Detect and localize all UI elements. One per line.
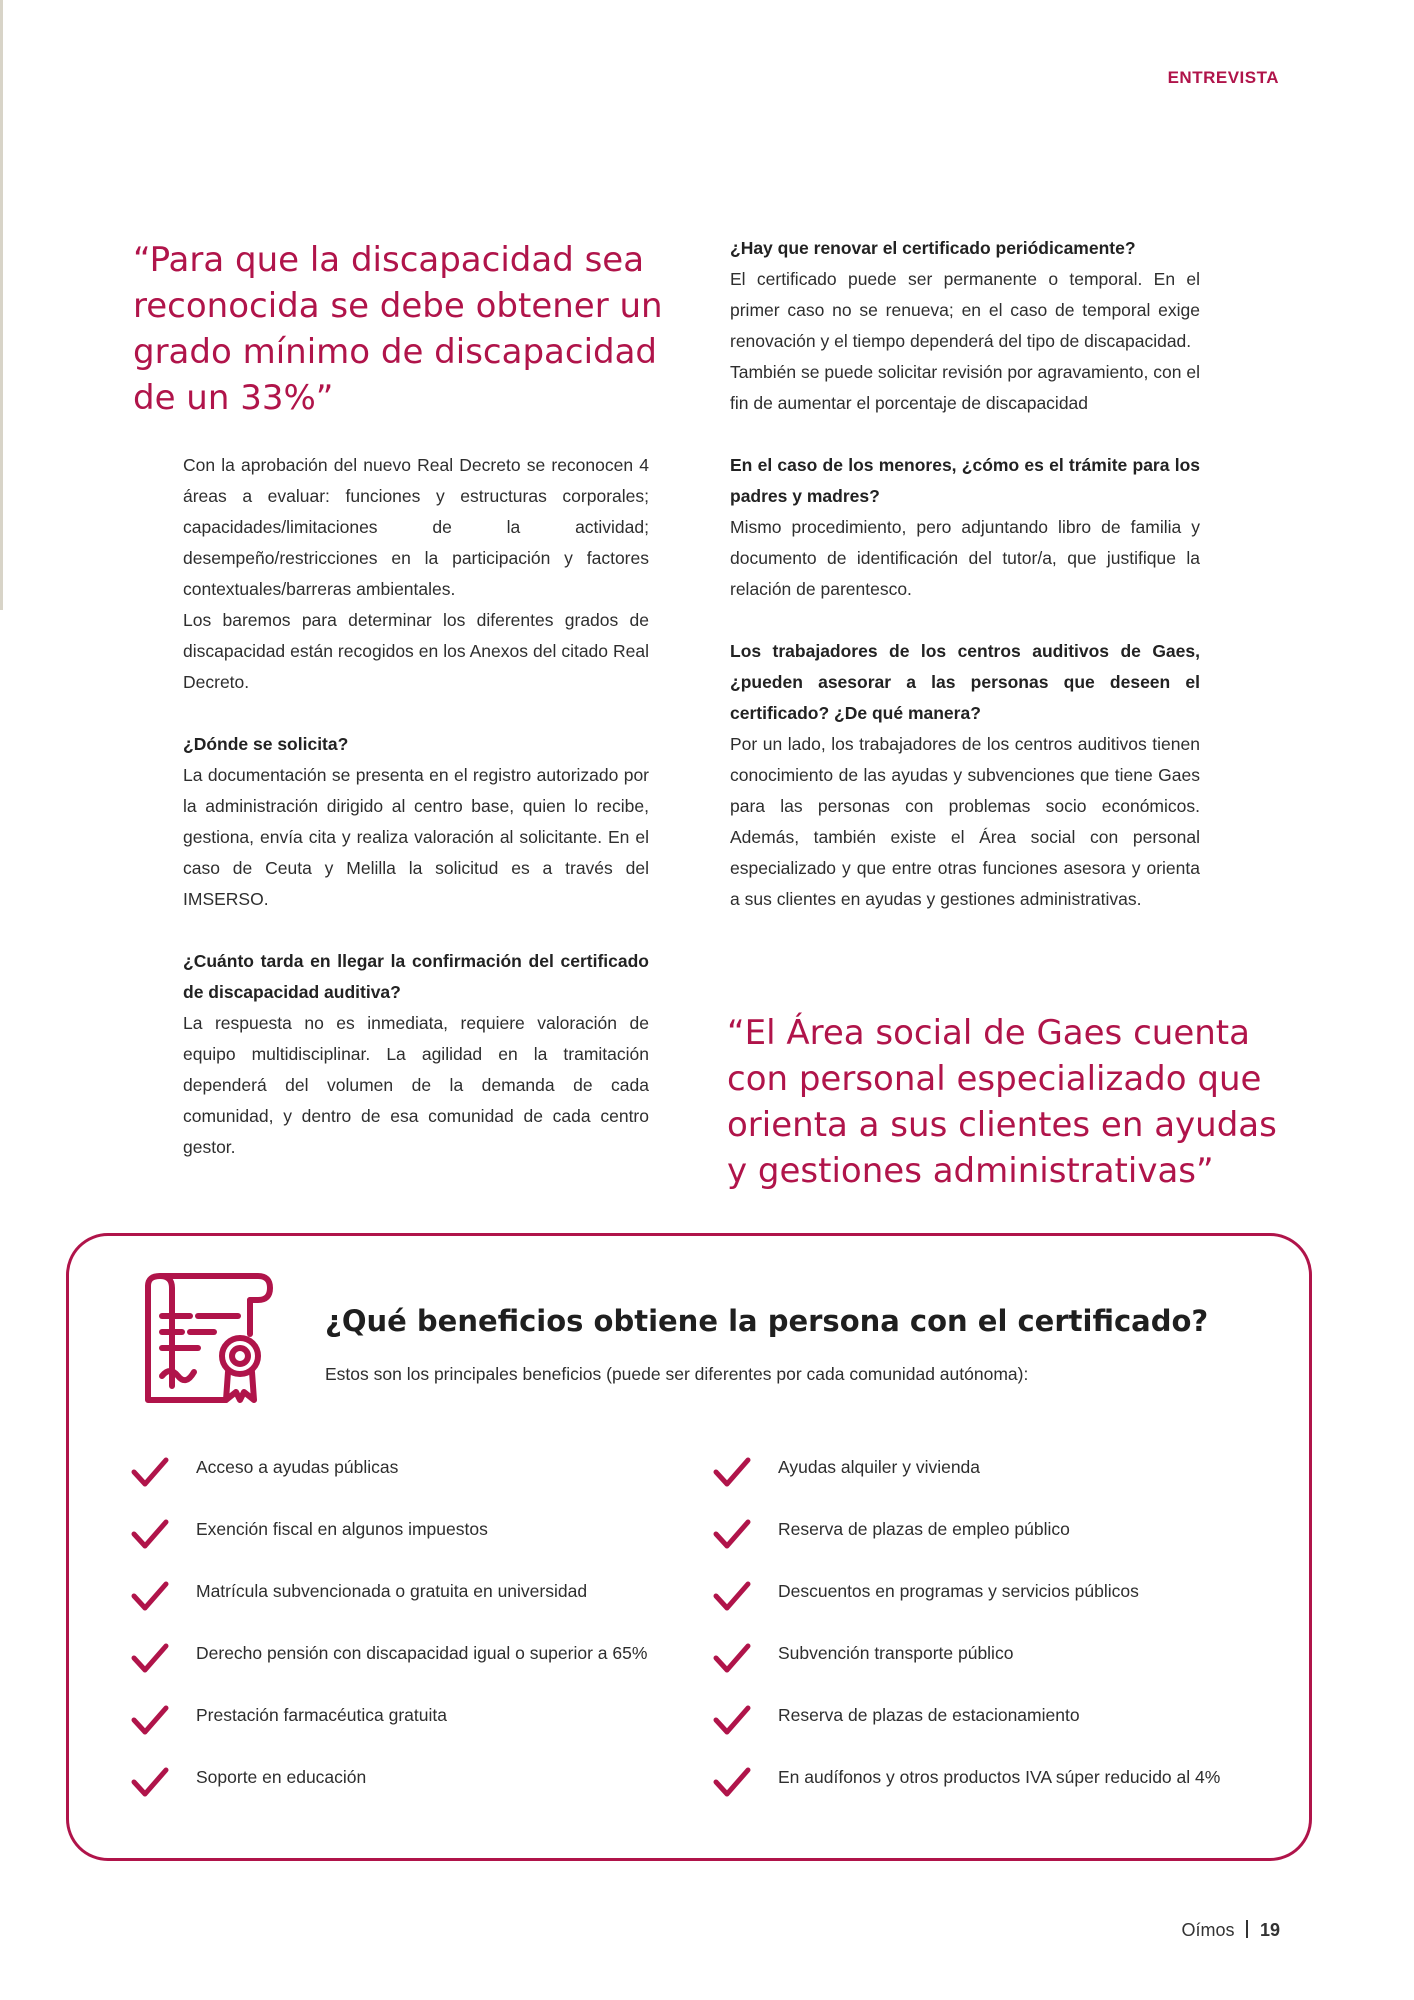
benefit-text: Matrícula subvencionada o gratuita en universidad <box>196 1581 588 1601</box>
benefit-text: Descuentos en programas y servicios públicos <box>778 1581 1139 1601</box>
page-number: 19 <box>1259 1920 1280 1940</box>
right-column <box>730 233 1200 915</box>
page-edge-rule <box>0 0 3 610</box>
checkmark-icon <box>130 1702 170 1738</box>
benefit-text: Prestación farmacéutica gratuita <box>196 1705 447 1725</box>
pull-quote-left: “Para que la discapacidad sea reconocida se debe obtener un grado mínimo de discapacidad de un 33%” <box>133 240 663 418</box>
intro-paragraph-1: Con la aprobación del nuevo Real Decreto se reconocen 4 áreas a evaluar: funciones y estructuras corporales; capacidades/limitaciones de la actividad; desempeño/restricciones en la participación y factores contextuales/barreras ambientales. <box>183 455 649 599</box>
benefits-title: ¿Qué beneficios obtiene la persona con el certificado? <box>325 1304 1209 1338</box>
benefit-item <box>130 1576 690 1638</box>
answer-renew-2: También se puede solicitar revisión por agravamiento, con el fin de aumentar el porcentaje de discapacidad <box>730 362 1200 413</box>
checkmark-icon <box>130 1640 170 1676</box>
left-column <box>183 450 649 1163</box>
question-how-long: ¿Cuánto tarda en llegar la confirmación del certificado de discapacidad auditiva? <box>183 951 649 1002</box>
benefit-item <box>130 1514 690 1576</box>
benefit-item <box>130 1638 690 1700</box>
answer-how-long: La respuesta no es inmediata, requiere valoración de equipo multidisciplinar. La agilidad en la tramitación dependerá del volumen de la demanda de cada comunidad, y dentro de esa comunidad de cada centro gestor. <box>183 1013 649 1157</box>
checkmark-icon <box>712 1578 752 1614</box>
magazine-name: Oímos <box>1181 1920 1235 1940</box>
checkmark-icon <box>130 1764 170 1800</box>
benefit-text: Exención fiscal en algunos impuestos <box>196 1519 488 1539</box>
pull-quote-right: “El Área social de Gaes cuenta con personal especializado que orienta a sus clientes en ayudas y gestiones administrativas” <box>727 1013 1277 1191</box>
checkmark-icon <box>130 1578 170 1614</box>
benefits-list-right <box>712 1452 1272 1824</box>
question-where: ¿Dónde se solicita? <box>183 734 349 754</box>
benefit-text: Ayudas alquiler y vivienda <box>778 1457 981 1477</box>
question-minors: En el caso de los menores, ¿cómo es el trámite para los padres y madres? <box>730 455 1200 506</box>
benefit-item <box>712 1452 1272 1514</box>
benefit-item <box>712 1514 1272 1576</box>
benefit-text: En audífonos y otros productos IVA súper reducido al 4% <box>778 1767 1221 1787</box>
answer-gaes-workers: Por un lado, los trabajadores de los centros auditivos tienen conocimiento de las ayudas y subvenciones que tiene Gaes para las personas con problemas socio económicos. Además, también existe el Área social con personal especializado y que entre otras funciones asesora y orienta a sus clientes en ayudas y gestiones administrativas. <box>730 734 1200 909</box>
checkmark-icon <box>712 1454 752 1490</box>
benefit-text: Subvención transporte público <box>778 1643 1014 1663</box>
answer-where: La documentación se presenta en el registro autorizado por la administración dirigido al centro base, quien lo recibe, gestiona, envía cita y realiza valoración al solicitante. En el caso de Ceuta y Melilla la solicitud es a través del IMSERSO. <box>183 765 649 909</box>
question-renew: ¿Hay que renovar el certificado periódicamente? <box>730 238 1136 258</box>
certificate-icon <box>138 1268 278 1408</box>
question-gaes-workers: Los trabajadores de los centros auditivos de Gaes, ¿pueden asesorar a las personas que deseen el certificado? ¿De qué manera? <box>730 641 1200 723</box>
benefit-item <box>712 1576 1272 1638</box>
benefit-text: Reserva de plazas de estacionamiento <box>778 1705 1080 1725</box>
benefit-item <box>130 1700 690 1762</box>
checkmark-icon <box>712 1516 752 1552</box>
checkmark-icon <box>130 1454 170 1490</box>
section-tag: ENTREVISTA <box>1167 68 1279 87</box>
intro-paragraph-2: Los baremos para determinar los diferentes grados de discapacidad están recogidos en los Anexos del citado Real Decreto. <box>183 610 649 692</box>
checkmark-icon <box>712 1702 752 1738</box>
page-footer <box>1181 1920 1280 1941</box>
checkmark-icon <box>712 1640 752 1676</box>
checkmark-icon <box>130 1516 170 1552</box>
benefit-text: Reserva de plazas de empleo público <box>778 1519 1070 1539</box>
footer-divider <box>1246 1920 1248 1938</box>
checkmark-icon <box>712 1764 752 1800</box>
benefit-text: Derecho pensión con discapacidad igual o superior a 65% <box>196 1643 648 1663</box>
benefit-item <box>712 1700 1272 1762</box>
benefit-item <box>712 1762 1272 1824</box>
benefits-subtitle: Estos son los principales beneficios (puede ser diferentes por cada comunidad autónoma): <box>325 1364 1029 1384</box>
benefit-item <box>130 1452 690 1514</box>
benefit-item <box>712 1638 1272 1700</box>
benefit-text: Acceso a ayudas públicas <box>196 1457 399 1477</box>
benefit-item <box>130 1762 690 1824</box>
benefits-list-left <box>130 1452 690 1824</box>
answer-renew-1: El certificado puede ser permanente o temporal. En el primer caso no se renueva; en el caso de temporal exige renovación y el tiempo dependerá del tipo de discapacidad. <box>730 269 1200 351</box>
benefit-text: Soporte en educación <box>196 1767 367 1787</box>
answer-minors: Mismo procedimiento, pero adjuntando libro de familia y documento de identificación del tutor/a, que justifique la relación de parentesco. <box>730 517 1200 599</box>
